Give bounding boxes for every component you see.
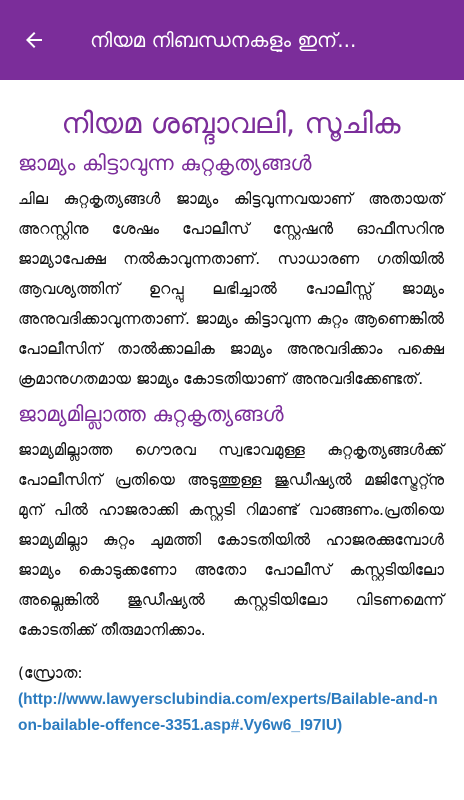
source-link[interactable]: (http://www.lawyersclubindia.com/experts/Bailable-and-non-bailable-offence-3351.asp#.Vy6w6_I97IU): [18, 691, 438, 734]
back-button[interactable]: [18, 24, 50, 56]
source-label: (സ്രോത:: [18, 664, 83, 682]
app-bar: [0, 0, 464, 80]
article-content: [0, 80, 464, 739]
source-link-container: [18, 687, 444, 739]
app-bar-title: നിയമ നിബന്ധനകളും ഇന്...: [90, 28, 357, 52]
arrow-left-icon: [22, 28, 46, 52]
section-heading-bailable: ജാമ്യം കിട്ടാവുന്ന കുറ്റകൃത്യങ്ങൾ: [18, 151, 312, 175]
section-heading-non-bailable: ജാമ്യമില്ലാത്ത കുറ്റകൃത്യങ്ങൾ: [18, 402, 284, 426]
section-body-bailable: ചില കുറ്റകൃത്യങ്ങൾ ജാമ്യം കിട്ടവുന്നവയാണ് അതായത് അറസ്റ്റിനു ശേഷം പോലീസ് സ്റ്റേഷൻ ഓഫീസറിനു ജാമ്യാപേക്ഷ നൽകാവുന്നതാണ്. സാധാരണ ഗതിയിൽ ആവശ്യത്തിന് ഉറപ്പു ലഭിച്ചാൽ പോലീസ്സ് ജാമ്യം അനുവദിക്കാവുന്നതാണ്. ജാമ്യം കിട്ടാവുന്ന കുറ്റം ആണെങ്കിൽ പോലീസിന് താൽക്കാലിക ജാമ്യം അനുവദിക്കാം പക്ഷെ ക്രമാനുഗതമായ ജാമ്യം കോടതിയാണ് അനുവദിക്കേണ്ടത്.: [18, 190, 444, 388]
section-body-non-bailable: ജാമ്യമില്ലാത്ത ഗൌരവ സ്വഭാവമുള്ള കുറ്റകൃത്യങ്ങൾക്ക് പോലീസിന് പ്രതിയെ അടുത്തുള്ള ജുഡീഷ്യൽ മജിസ്ട്രേറ്റ്നു മുന് പിൽ ഹാജരാക്കി കസ്റ്റടി റിമാണ്ട് വാങ്ങണം.പ്രതിയെ ജാമ്യമില്ലാ കുറ്റം ചുമത്തി കോടതിയിൽ ഹാജരക്കുമ്പോൾ ജാമ്യം കൊടുക്കണോ അതോ പോലീസ് കസ്റ്റടിയിലോ അല്ലെങ്കിൽ ജുഡീഷ്യൽ കസ്റ്റടിയിലോ വിടണമെന്ന് കോടതിക്ക് തീരുമാനിക്കാം.: [18, 441, 444, 639]
page-title: നിയമ ശബ്ദാവലി, സൂചിക: [61, 106, 401, 140]
